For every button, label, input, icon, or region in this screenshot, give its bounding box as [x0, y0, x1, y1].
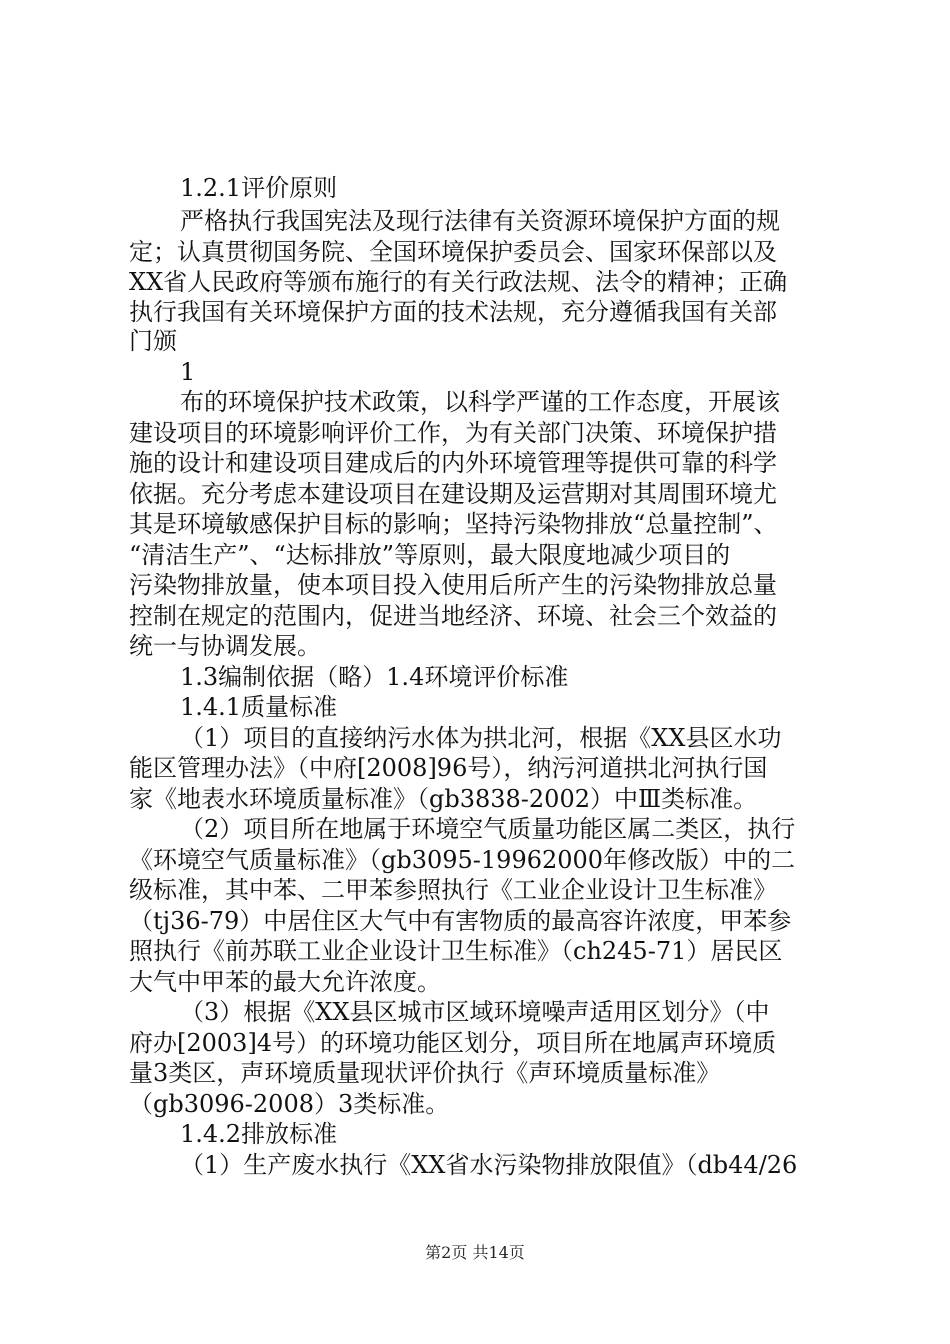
paragraph-line: （2）项目所在地属于环境空气质量功能区属二类区，执行: [180, 815, 796, 843]
paragraph-line: 《环境空气质量标准》（gb3095-19962000年修改版）中的二: [129, 846, 796, 874]
paragraph-line: 其是环境敏感保护目标的影响；坚持污染物排放“总量控制”、: [129, 510, 778, 538]
paragraph-line: 依据。充分考虑本建设项目在建设期及运营期对其周围环境尤: [129, 480, 777, 508]
paragraph-line: 污染物排放量，使本项目投入使用后所产生的污染物排放总量: [129, 571, 777, 599]
paragraph-line: 照执行《前苏联工业企业设计卫生标准》（ch245-71）居民区: [129, 937, 783, 965]
paragraph-line: 建设项目的环境影响评价工作，为有关部门决策、环境保护措: [129, 419, 777, 447]
page-footer: 第2页 共14页: [425, 1243, 525, 1262]
paragraph-line: （1）项目的直接纳污水体为拱北河，根据《XX县区水功: [180, 724, 782, 752]
paragraph-line: 执行我国有关环境保护方面的技术法规，充分遵循我国有关部: [129, 298, 777, 326]
paragraph-line: 府办[2003]4号）的环境功能区划分，项目所在地属声环境质: [129, 1029, 777, 1057]
section-heading-1-3-1-4: 1.3编制依据（略）1.4环境评价标准: [180, 663, 569, 691]
paragraph-line: 门颁: [129, 327, 177, 355]
section-heading-1-4-1: 1.4.1质量标准: [180, 693, 338, 721]
paragraph-line: XX省人民政府等颁布施行的有关行政法规、法令的精神；正确: [129, 268, 788, 296]
paragraph-line: （tj36-79）中居住区大气中有害物质的最高容许浓度，甲苯参: [129, 907, 792, 935]
paragraph-line: 大气中甲苯的最大允许浓度。: [129, 968, 441, 996]
paragraph-line: （1）生产废水执行《XX省水污染物排放限值》（db44/26: [180, 1151, 798, 1179]
paragraph-line: 定；认真贯彻国务院、全国环境保护委员会、国家环保部以及: [129, 238, 777, 266]
paragraph-line: 量3类区，声环境质量现状评价执行《声环境质量标准》: [129, 1059, 721, 1087]
paragraph-line: （3）根据《XX县区城市区域环境噪声适用区划分》（中: [180, 998, 770, 1026]
paragraph-line: 控制在规定的范围内，促进当地经济、环境、社会三个效益的: [129, 602, 777, 630]
paragraph-line: 严格执行我国宪法及现行法律有关资源环境保护方面的规: [180, 207, 780, 235]
paragraph-line: “清洁生产”、“达标排放”等原则，最大限度地减少项目的: [129, 541, 731, 569]
paragraph-line: 能区管理办法》（中府[2008]96号），纳污河道拱北河执行国: [129, 754, 768, 782]
paragraph-line: 施的设计和建设项目建成后的内外环境管理等提供可靠的科学: [129, 449, 777, 477]
section-heading-1-2-1: 1.2.1评价原则: [180, 174, 338, 202]
paragraph-line: 家《地表水环境质量标准》（gb3838-2002）中Ⅲ类标准。: [129, 785, 758, 813]
paragraph-line: 布的环境保护技术政策，以科学严谨的工作态度，开展该: [180, 388, 780, 416]
section-heading-1-4-2: 1.4.2排放标准: [180, 1120, 338, 1148]
paragraph-line: 级标准，其中苯、二甲苯参照执行《工业企业设计卫生标准》: [129, 876, 777, 904]
paragraph-line: 统一与协调发展。: [129, 632, 321, 660]
page-break-number: 1: [180, 358, 196, 386]
paragraph-line: （gb3096-2008）3类标准。: [129, 1090, 450, 1118]
